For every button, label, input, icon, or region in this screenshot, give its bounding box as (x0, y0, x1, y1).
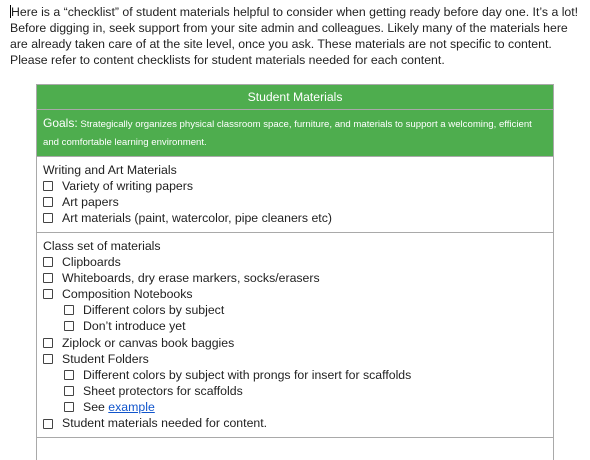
checkbox[interactable] (64, 370, 74, 380)
writing-art-section (37, 157, 553, 233)
item-label: Variety of writing papers (62, 179, 193, 193)
item-label: Don’t introduce yet (83, 319, 186, 334)
checkbox[interactable] (64, 321, 74, 331)
item-label: Composition Notebooks (62, 286, 193, 301)
checkbox[interactable] (43, 419, 53, 429)
list-item (43, 415, 547, 431)
checkbox[interactable] (43, 257, 53, 267)
item-label: Clipboards (62, 254, 121, 269)
class-set-section (37, 233, 553, 438)
item-label: Student materials needed for content. (62, 416, 268, 431)
sub-list-item (43, 399, 547, 415)
list-item (43, 335, 547, 351)
item-label: Ziplock or canvas book baggies (62, 335, 235, 350)
goals-row (37, 110, 553, 157)
next-section (37, 438, 553, 460)
sub-list-item (43, 318, 547, 334)
checkbox[interactable] (64, 402, 74, 412)
list-item (43, 194, 547, 210)
goals-text: Strategically organizes physical classroom space, furniture, and materials to support a welcoming, efficient and comfortable learning environment. (43, 119, 532, 148)
item-label: Art papers (62, 195, 119, 210)
sub-list-item (43, 383, 547, 399)
checkbox[interactable] (43, 289, 53, 299)
intro-paragraph (10, 4, 588, 68)
section-title: Writing and Art Materials (43, 163, 177, 177)
sub-list-item (43, 302, 547, 318)
item-label: Different colors by subject (83, 303, 225, 318)
checkbox[interactable] (43, 213, 53, 223)
example-link[interactable]: example (108, 400, 155, 415)
intro-text: Here is a “checklist” of student materials helpful to consider when getting ready before day one. It’s a lot! Before digging in, seek support from your site admin and colleagues. Likely many of the materials here are already taken care of at the site level, once you ask. These materials are not specific to content. Please refer to content checklists for student materials needed for each content. (10, 5, 579, 67)
checkbox[interactable] (64, 305, 74, 315)
item-label: Sheet protectors for scaffolds (83, 384, 243, 399)
sub-list-item (43, 367, 547, 383)
checkbox[interactable] (43, 181, 53, 191)
list-item (43, 254, 547, 270)
item-label: Different colors by subject with prongs for insert for scaffolds (83, 367, 412, 382)
section-title: Class set of materials (43, 238, 161, 253)
list-item (43, 210, 547, 226)
list-item (43, 178, 547, 194)
item-label: Art materials (paint, watercolor, pipe cleaners etc) (62, 211, 332, 226)
list-item (43, 351, 547, 367)
item-label: See (83, 400, 109, 415)
list-item (43, 286, 547, 302)
student-materials-table (36, 84, 554, 460)
goals-label: Goals: (43, 116, 78, 130)
checkbox[interactable] (43, 273, 53, 283)
list-item (43, 270, 547, 286)
checkbox[interactable] (43, 338, 53, 348)
checkbox[interactable] (43, 197, 53, 207)
checkbox[interactable] (64, 386, 74, 396)
table-header: Student Materials (37, 85, 553, 110)
checkbox[interactable] (43, 354, 53, 364)
item-label: Whiteboards, dry erase markers, socks/erasers (62, 270, 320, 285)
item-label: Student Folders (62, 351, 149, 366)
